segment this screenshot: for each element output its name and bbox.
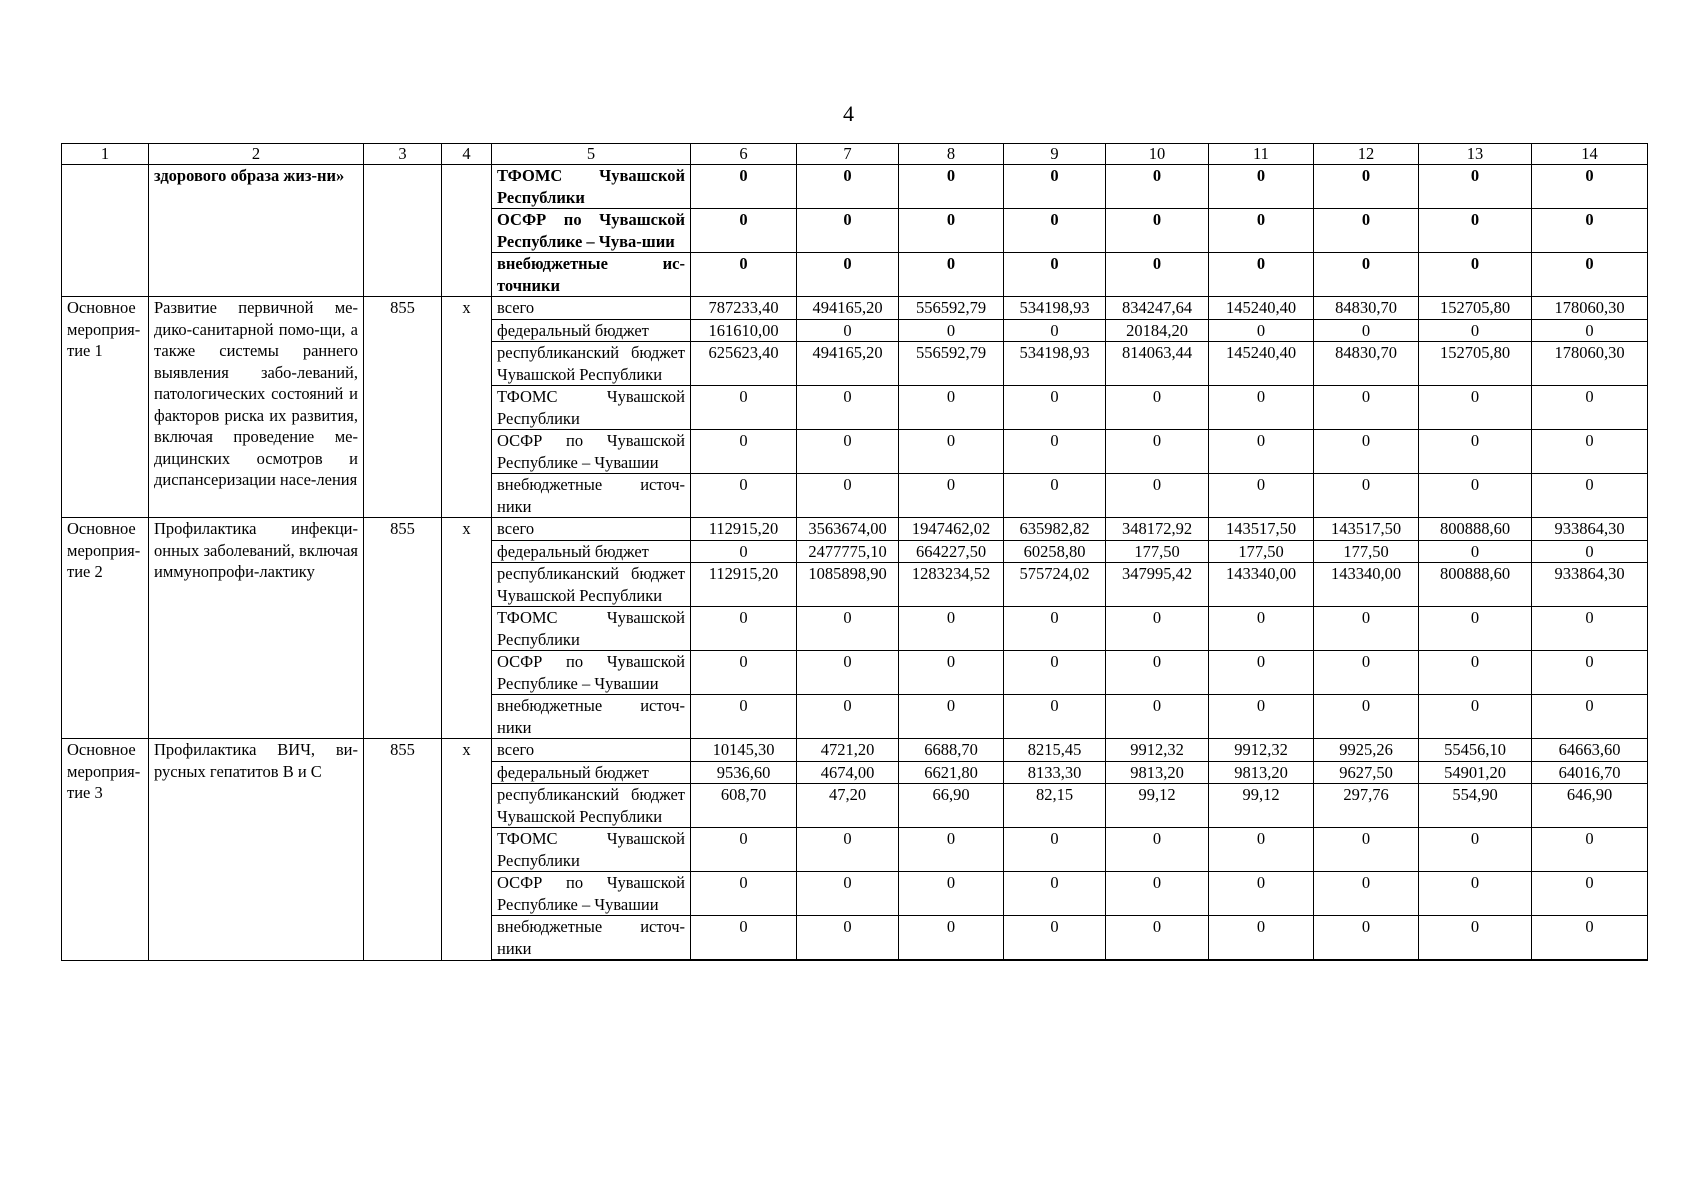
mark-cell — [442, 165, 492, 297]
value-cell: 0 — [797, 209, 899, 253]
value-cell: 0 — [1314, 319, 1419, 342]
value-cell: 0 — [691, 695, 797, 739]
value-cell: 0 — [1004, 695, 1106, 739]
value-cell: 0 — [691, 386, 797, 430]
column-number: 7 — [797, 144, 899, 165]
value-cell: 0 — [1314, 386, 1419, 430]
value-cell: 664227,50 — [899, 540, 1004, 563]
value-cell: 608,70 — [691, 784, 797, 828]
value-cell: 143340,00 — [1314, 563, 1419, 607]
funding-source-cell: республиканский бюджет Чувашской Республики — [492, 784, 691, 828]
value-cell: 0 — [1209, 165, 1314, 209]
value-cell: 800888,60 — [1419, 563, 1532, 607]
value-cell: 0 — [1314, 872, 1419, 916]
value-cell: 145240,40 — [1209, 342, 1314, 386]
funding-source-cell: ОСФР по Чувашской Республике – Чува-шии — [492, 209, 691, 253]
column-number: 2 — [149, 144, 364, 165]
value-cell: 534198,93 — [1004, 342, 1106, 386]
value-cell: 575724,02 — [1004, 563, 1106, 607]
value-cell: 0 — [691, 165, 797, 209]
value-cell: 635982,82 — [1004, 518, 1106, 541]
value-cell: 0 — [1314, 607, 1419, 651]
value-cell: 0 — [899, 165, 1004, 209]
value-cell: 3563674,00 — [797, 518, 899, 541]
mark-cell: x — [442, 739, 492, 961]
funding-source-cell: ОСФР по Чувашской Республике – Чувашии — [492, 430, 691, 474]
value-cell: 0 — [899, 651, 1004, 695]
value-cell: 0 — [691, 651, 797, 695]
value-cell: 10145,30 — [691, 739, 797, 762]
funding-source-cell: республиканский бюджет Чувашской Республики — [492, 563, 691, 607]
status-cell: Основное мероприя-тие 2 — [62, 518, 149, 739]
value-cell: 933864,30 — [1532, 563, 1648, 607]
column-number: 9 — [1004, 144, 1106, 165]
value-cell: 0 — [899, 319, 1004, 342]
code-cell: 855 — [364, 739, 442, 961]
funding-source-cell: ТФОМС Чувашской Республики — [492, 828, 691, 872]
value-cell: 0 — [1004, 651, 1106, 695]
code-cell: 855 — [364, 297, 442, 518]
funding-source-cell: федеральный бюджет — [492, 761, 691, 784]
value-cell: 933864,30 — [1532, 518, 1648, 541]
value-cell: 0 — [797, 872, 899, 916]
column-number: 4 — [442, 144, 492, 165]
value-cell: 0 — [1106, 386, 1209, 430]
value-cell: 0 — [1419, 386, 1532, 430]
value-cell: 0 — [1106, 695, 1209, 739]
value-cell: 0 — [691, 209, 797, 253]
value-cell: 0 — [1106, 253, 1209, 297]
value-cell: 0 — [1004, 916, 1106, 961]
value-cell: 99,12 — [1106, 784, 1209, 828]
value-cell: 0 — [899, 828, 1004, 872]
funding-source-cell: ТФОМС Чувашской Республики — [492, 165, 691, 209]
activity-cell: здорового образа жиз-ни» — [149, 165, 364, 297]
value-cell: 0 — [691, 607, 797, 651]
value-cell: 0 — [1004, 165, 1106, 209]
value-cell: 0 — [1004, 319, 1106, 342]
status-cell — [62, 165, 149, 297]
value-cell: 0 — [1106, 651, 1209, 695]
value-cell: 4674,00 — [797, 761, 899, 784]
value-cell: 0 — [691, 474, 797, 518]
value-cell: 0 — [899, 916, 1004, 961]
value-cell: 0 — [1209, 319, 1314, 342]
value-cell: 0 — [1314, 209, 1419, 253]
column-number: 10 — [1106, 144, 1209, 165]
value-cell: 161610,00 — [691, 319, 797, 342]
funding-source-cell: всего — [492, 297, 691, 320]
value-cell: 9813,20 — [1106, 761, 1209, 784]
value-cell: 297,76 — [1314, 784, 1419, 828]
status-cell: Основное мероприя-тие 1 — [62, 297, 149, 518]
value-cell: 0 — [899, 209, 1004, 253]
value-cell: 9813,20 — [1209, 761, 1314, 784]
value-cell: 0 — [1532, 828, 1648, 872]
value-cell: 0 — [1209, 695, 1314, 739]
value-cell: 99,12 — [1209, 784, 1314, 828]
value-cell: 177,50 — [1314, 540, 1419, 563]
table-row — [62, 297, 1648, 320]
value-cell: 0 — [1419, 607, 1532, 651]
value-cell: 787233,40 — [691, 297, 797, 320]
value-cell: 64663,60 — [1532, 739, 1648, 762]
funding-source-cell: ОСФР по Чувашской Республике – Чувашии — [492, 651, 691, 695]
value-cell: 494165,20 — [797, 297, 899, 320]
value-cell: 0 — [797, 828, 899, 872]
value-cell: 6688,70 — [899, 739, 1004, 762]
value-cell: 646,90 — [1532, 784, 1648, 828]
value-cell: 0 — [691, 916, 797, 961]
value-cell: 0 — [1419, 319, 1532, 342]
value-cell: 0 — [1419, 540, 1532, 563]
value-cell: 9925,26 — [1314, 739, 1419, 762]
value-cell: 0 — [899, 386, 1004, 430]
value-cell: 0 — [1209, 916, 1314, 961]
value-cell: 0 — [1314, 695, 1419, 739]
value-cell: 152705,80 — [1419, 342, 1532, 386]
funding-source-cell: внебюджетные источ-ники — [492, 916, 691, 961]
column-number: 6 — [691, 144, 797, 165]
funding-source-cell: ОСФР по Чувашской Республике – Чувашии — [492, 872, 691, 916]
value-cell: 0 — [899, 872, 1004, 916]
value-cell: 0 — [1419, 695, 1532, 739]
value-cell: 0 — [1106, 474, 1209, 518]
activity-cell: Развитие первичной ме-дико-санитарной помо-щи, а также системы раннего выявления забо-леваний, патологических состояний и факторов риска их развития, включая проведение ме-дицинских осмотров и диспансеризации насе-ления — [149, 297, 364, 518]
value-cell: 0 — [1004, 828, 1106, 872]
value-cell: 556592,79 — [899, 342, 1004, 386]
value-cell: 0 — [1314, 828, 1419, 872]
value-cell: 177,50 — [1209, 540, 1314, 563]
table-body — [62, 144, 1648, 961]
value-cell: 66,90 — [899, 784, 1004, 828]
value-cell: 0 — [797, 651, 899, 695]
value-cell: 814063,44 — [1106, 342, 1209, 386]
funding-source-cell: республиканский бюджет Чувашской Республики — [492, 342, 691, 386]
column-number: 12 — [1314, 144, 1419, 165]
value-cell: 55456,10 — [1419, 739, 1532, 762]
value-cell: 348172,92 — [1106, 518, 1209, 541]
value-cell: 0 — [1532, 165, 1648, 209]
value-cell: 177,50 — [1106, 540, 1209, 563]
value-cell: 554,90 — [1419, 784, 1532, 828]
value-cell: 0 — [1004, 607, 1106, 651]
value-cell: 0 — [1209, 386, 1314, 430]
value-cell: 4721,20 — [797, 739, 899, 762]
column-number: 11 — [1209, 144, 1314, 165]
value-cell: 0 — [1314, 430, 1419, 474]
value-cell: 9912,32 — [1106, 739, 1209, 762]
value-cell: 0 — [1532, 607, 1648, 651]
value-cell: 0 — [797, 253, 899, 297]
value-cell: 0 — [1209, 253, 1314, 297]
column-number: 13 — [1419, 144, 1532, 165]
value-cell: 0 — [1209, 651, 1314, 695]
value-cell: 0 — [1532, 319, 1648, 342]
column-number-row — [62, 144, 1648, 165]
value-cell: 800888,60 — [1419, 518, 1532, 541]
value-cell: 0 — [899, 474, 1004, 518]
column-number: 3 — [364, 144, 442, 165]
value-cell: 20184,20 — [1106, 319, 1209, 342]
value-cell: 0 — [1314, 916, 1419, 961]
value-cell: 8133,30 — [1004, 761, 1106, 784]
value-cell: 494165,20 — [797, 342, 899, 386]
funding-source-cell: внебюджетные источ-ники — [492, 695, 691, 739]
value-cell: 0 — [797, 430, 899, 474]
value-cell: 112915,20 — [691, 563, 797, 607]
value-cell: 0 — [691, 540, 797, 563]
value-cell: 0 — [1532, 386, 1648, 430]
value-cell: 152705,80 — [1419, 297, 1532, 320]
funding-source-cell: ТФОМС Чувашской Республики — [492, 607, 691, 651]
value-cell: 143517,50 — [1209, 518, 1314, 541]
funding-source-cell: федеральный бюджет — [492, 540, 691, 563]
value-cell: 0 — [691, 872, 797, 916]
value-cell: 0 — [1532, 430, 1648, 474]
value-cell: 0 — [797, 607, 899, 651]
value-cell: 0 — [797, 916, 899, 961]
value-cell: 347995,42 — [1106, 563, 1209, 607]
value-cell: 8215,45 — [1004, 739, 1106, 762]
value-cell: 112915,20 — [691, 518, 797, 541]
value-cell: 0 — [1419, 430, 1532, 474]
value-cell: 0 — [1314, 651, 1419, 695]
value-cell: 0 — [797, 165, 899, 209]
mark-cell: x — [442, 518, 492, 739]
value-cell: 0 — [1419, 474, 1532, 518]
funding-source-cell: внебюджетные ис-точники — [492, 253, 691, 297]
value-cell: 143340,00 — [1209, 563, 1314, 607]
value-cell: 47,20 — [797, 784, 899, 828]
value-cell: 0 — [1004, 253, 1106, 297]
value-cell: 0 — [1004, 386, 1106, 430]
value-cell: 64016,70 — [1532, 761, 1648, 784]
value-cell: 0 — [1209, 430, 1314, 474]
funding-source-cell: всего — [492, 518, 691, 541]
value-cell: 178060,30 — [1532, 297, 1648, 320]
value-cell: 0 — [899, 695, 1004, 739]
value-cell: 0 — [1419, 916, 1532, 961]
funding-source-cell: внебюджетные источ-ники — [492, 474, 691, 518]
value-cell: 0 — [1532, 253, 1648, 297]
value-cell: 0 — [1532, 540, 1648, 563]
status-cell: Основное мероприя-тие 3 — [62, 739, 149, 961]
value-cell: 0 — [1209, 209, 1314, 253]
value-cell: 0 — [691, 253, 797, 297]
value-cell: 2477775,10 — [797, 540, 899, 563]
value-cell: 9627,50 — [1314, 761, 1419, 784]
column-number: 14 — [1532, 144, 1648, 165]
column-number: 1 — [62, 144, 149, 165]
value-cell: 84830,70 — [1314, 297, 1419, 320]
value-cell: 0 — [1106, 607, 1209, 651]
value-cell: 0 — [691, 828, 797, 872]
funding-source-cell: всего — [492, 739, 691, 762]
value-cell: 0 — [1419, 165, 1532, 209]
value-cell: 0 — [1004, 474, 1106, 518]
value-cell: 0 — [1004, 872, 1106, 916]
funding-source-cell: федеральный бюджет — [492, 319, 691, 342]
value-cell: 0 — [691, 430, 797, 474]
table-row — [62, 518, 1648, 541]
value-cell: 0 — [1106, 430, 1209, 474]
value-cell: 0 — [1419, 209, 1532, 253]
value-cell: 534198,93 — [1004, 297, 1106, 320]
value-cell: 0 — [1106, 165, 1209, 209]
activity-cell: Профилактика ВИЧ, ви-русных гепатитов B и C — [149, 739, 364, 961]
value-cell: 0 — [1314, 474, 1419, 518]
value-cell: 0 — [1532, 474, 1648, 518]
value-cell: 0 — [1532, 209, 1648, 253]
value-cell: 0 — [797, 474, 899, 518]
value-cell: 556592,79 — [899, 297, 1004, 320]
value-cell: 6621,80 — [899, 761, 1004, 784]
value-cell: 0 — [1314, 253, 1419, 297]
value-cell: 84830,70 — [1314, 342, 1419, 386]
value-cell: 0 — [1106, 872, 1209, 916]
value-cell: 0 — [1106, 828, 1209, 872]
value-cell: 0 — [1209, 872, 1314, 916]
value-cell: 0 — [1532, 872, 1648, 916]
value-cell: 178060,30 — [1532, 342, 1648, 386]
column-number: 8 — [899, 144, 1004, 165]
code-cell — [364, 165, 442, 297]
value-cell: 0 — [899, 607, 1004, 651]
code-cell: 855 — [364, 518, 442, 739]
value-cell: 0 — [1209, 474, 1314, 518]
value-cell: 9912,32 — [1209, 739, 1314, 762]
value-cell: 82,15 — [1004, 784, 1106, 828]
value-cell: 0 — [1314, 165, 1419, 209]
page-number: 4 — [843, 101, 854, 126]
mark-cell: x — [442, 297, 492, 518]
value-cell: 0 — [1532, 916, 1648, 961]
value-cell: 54901,20 — [1419, 761, 1532, 784]
funding-source-cell: ТФОМС Чувашской Республики — [492, 386, 691, 430]
budget-table — [61, 143, 1648, 961]
table-row — [62, 739, 1648, 762]
value-cell: 834247,64 — [1106, 297, 1209, 320]
value-cell: 0 — [1004, 209, 1106, 253]
value-cell: 0 — [1419, 253, 1532, 297]
value-cell: 0 — [797, 319, 899, 342]
value-cell: 0 — [899, 430, 1004, 474]
value-cell: 0 — [1209, 828, 1314, 872]
value-cell: 0 — [1106, 209, 1209, 253]
value-cell: 0 — [1532, 651, 1648, 695]
value-cell: 0 — [1419, 828, 1532, 872]
value-cell: 1085898,90 — [797, 563, 899, 607]
value-cell: 9536,60 — [691, 761, 797, 784]
value-cell: 0 — [1419, 872, 1532, 916]
activity-cell: Профилактика инфекци-онных заболеваний, включая иммунопрофи-лактику — [149, 518, 364, 739]
table-row — [62, 165, 1648, 209]
value-cell: 0 — [1209, 607, 1314, 651]
value-cell: 60258,80 — [1004, 540, 1106, 563]
value-cell: 1947462,02 — [899, 518, 1004, 541]
value-cell: 1283234,52 — [899, 563, 1004, 607]
value-cell: 625623,40 — [691, 342, 797, 386]
value-cell: 0 — [797, 695, 899, 739]
value-cell: 143517,50 — [1314, 518, 1419, 541]
value-cell: 0 — [1419, 651, 1532, 695]
value-cell: 0 — [797, 386, 899, 430]
value-cell: 0 — [899, 253, 1004, 297]
value-cell: 0 — [1004, 430, 1106, 474]
value-cell: 0 — [1532, 695, 1648, 739]
value-cell: 145240,40 — [1209, 297, 1314, 320]
column-number: 5 — [492, 144, 691, 165]
value-cell: 0 — [1106, 916, 1209, 961]
